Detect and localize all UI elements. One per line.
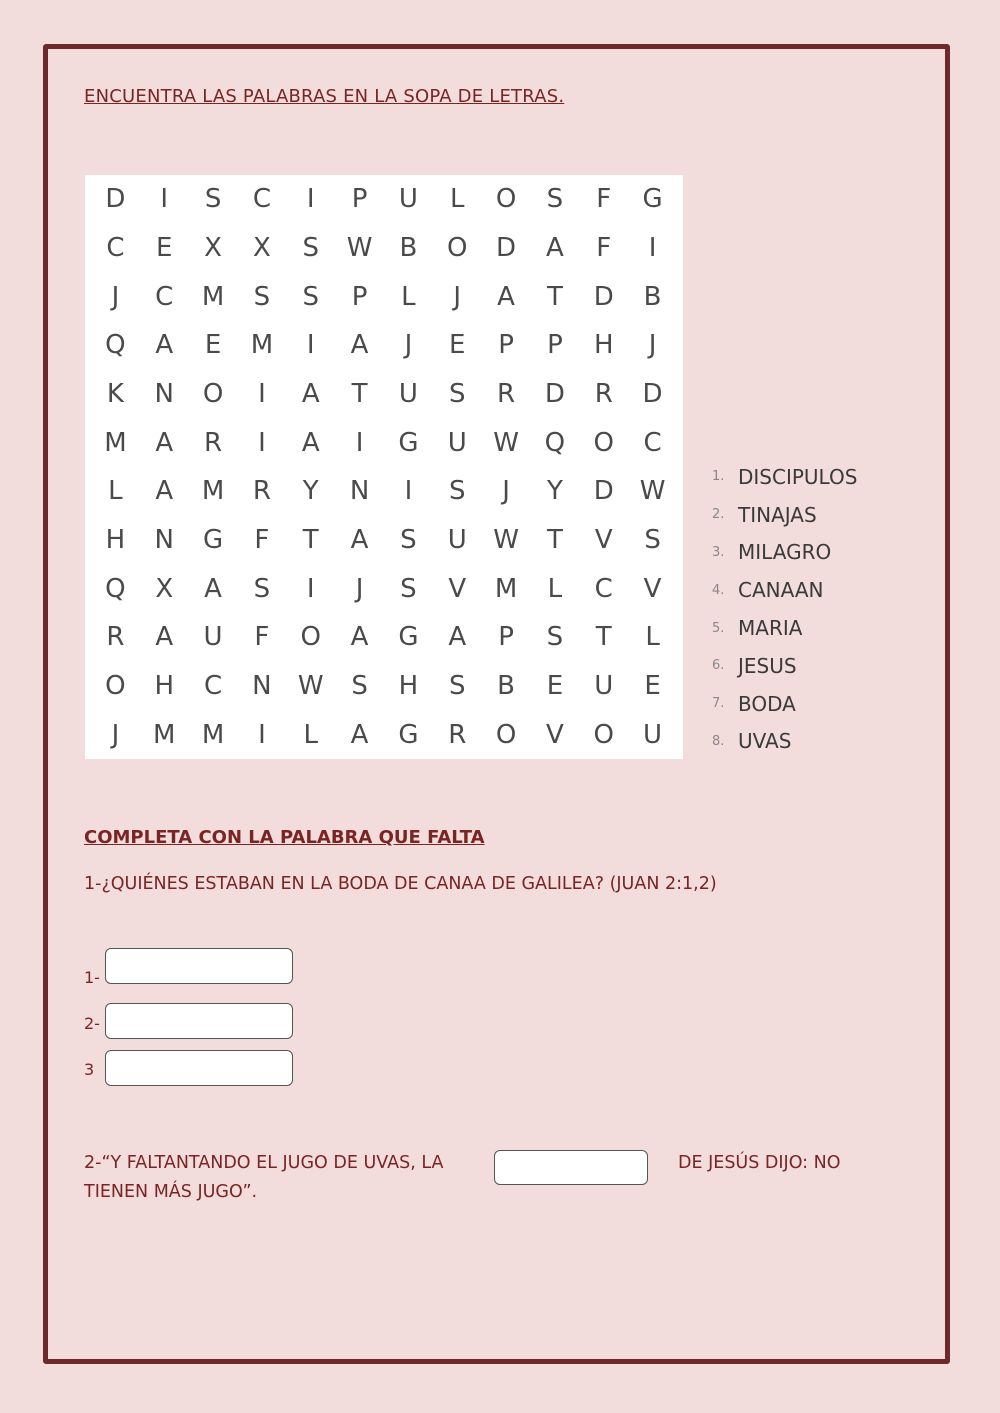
- grid-letter[interactable]: A: [350, 330, 369, 361]
- grid-letter[interactable]: S: [400, 573, 417, 604]
- grid-letter[interactable]: O: [593, 719, 614, 750]
- grid-letter[interactable]: F: [596, 184, 612, 215]
- grid-letter[interactable]: A: [546, 232, 564, 263]
- grid-letter[interactable]: G: [398, 719, 419, 750]
- grid-letter[interactable]: I: [160, 184, 169, 215]
- word-number: 5.: [712, 620, 725, 636]
- word-number: 7.: [712, 696, 725, 712]
- grid-letter[interactable]: I: [355, 427, 364, 458]
- grid-letter[interactable]: P: [351, 281, 368, 312]
- grid-letter[interactable]: X: [204, 232, 222, 263]
- grid-letter[interactable]: U: [398, 184, 418, 215]
- answer-3-label: 3: [84, 1060, 95, 1079]
- answer-2-input[interactable]: [105, 1003, 293, 1039]
- grid-letter[interactable]: B: [399, 232, 418, 263]
- grid-letter[interactable]: O: [495, 184, 517, 215]
- grid-letter[interactable]: S: [253, 281, 271, 312]
- grid-letter[interactable]: L: [401, 281, 416, 312]
- grid-letter[interactable]: I: [306, 330, 315, 361]
- grid-letter[interactable]: Q: [105, 330, 126, 361]
- grid-letter[interactable]: Y: [302, 476, 319, 507]
- grid-letter[interactable]: A: [350, 719, 369, 750]
- grid-letter[interactable]: J: [111, 281, 120, 312]
- grid-letter[interactable]: R: [497, 378, 516, 409]
- grid-letter[interactable]: H: [593, 330, 614, 361]
- grid-letter[interactable]: E: [156, 232, 173, 263]
- grid-letter[interactable]: S: [448, 378, 466, 409]
- grid-letter[interactable]: A: [155, 330, 174, 361]
- grid-letter[interactable]: S: [253, 573, 271, 604]
- grid-letter[interactable]: C: [643, 427, 662, 458]
- word-list-item: [712, 458, 857, 496]
- word-number: 4.: [712, 582, 725, 598]
- grid-letter[interactable]: L: [108, 476, 123, 507]
- word-list-item: [712, 534, 857, 572]
- grid-letter[interactable]: L: [449, 184, 465, 215]
- grid-letter[interactable]: I: [404, 476, 413, 507]
- word-number: 1.: [712, 469, 725, 485]
- word-list-item: [712, 723, 857, 761]
- grid-letter[interactable]: A: [155, 427, 174, 458]
- grid-letter[interactable]: X: [155, 573, 174, 604]
- grid-letter[interactable]: D: [593, 476, 614, 507]
- grid-letter[interactable]: S: [302, 281, 319, 312]
- grid-letter[interactable]: O: [300, 622, 321, 653]
- grid-letter[interactable]: I: [306, 184, 315, 215]
- grid-letter[interactable]: L: [645, 622, 660, 653]
- word-text: BODA: [738, 691, 796, 716]
- question-2-part2: DE JESÚS DIJO: NO: [678, 1153, 841, 1173]
- grid-letter[interactable]: K: [106, 378, 124, 409]
- grid-letter[interactable]: O: [593, 427, 614, 458]
- grid-letter[interactable]: V: [448, 573, 467, 604]
- grid-letter[interactable]: V: [594, 524, 613, 555]
- word-list-item: [712, 609, 857, 647]
- grid-letter[interactable]: N: [349, 476, 370, 507]
- grid-letter[interactable]: Q: [544, 427, 566, 458]
- grid-letter[interactable]: E: [644, 670, 661, 701]
- grid-letter[interactable]: S: [644, 524, 661, 555]
- grid-letter[interactable]: P: [498, 622, 514, 653]
- grid-letter[interactable]: N: [154, 524, 174, 555]
- grid-letter[interactable]: A: [301, 378, 320, 409]
- grid-letter[interactable]: M: [250, 330, 274, 361]
- answer-1-label: 1-: [84, 968, 100, 987]
- grid-letter[interactable]: O: [447, 232, 468, 263]
- grid-letter[interactable]: A: [155, 622, 174, 653]
- grid-letter[interactable]: P: [547, 330, 563, 361]
- word-list: [712, 458, 857, 760]
- answer-1-input[interactable]: [105, 948, 293, 984]
- grid-letter[interactable]: G: [398, 427, 419, 458]
- word-text: MILAGRO: [738, 540, 832, 565]
- word-text: JESUS: [738, 653, 797, 678]
- grid-letter[interactable]: J: [404, 330, 413, 361]
- grid-letter[interactable]: H: [398, 670, 419, 701]
- grid-letter[interactable]: P: [498, 330, 514, 361]
- grid-letter[interactable]: U: [643, 719, 663, 750]
- grid-letter[interactable]: T: [595, 622, 612, 653]
- grid-letter[interactable]: G: [202, 524, 224, 555]
- grid-letter[interactable]: M: [201, 476, 225, 507]
- grid-letter[interactable]: D: [105, 184, 126, 215]
- grid-letter[interactable]: U: [398, 378, 418, 409]
- grid-letter[interactable]: R: [252, 476, 271, 507]
- grid-letter[interactable]: M: [201, 281, 225, 312]
- grid-letter[interactable]: S: [204, 184, 222, 215]
- grid-letter[interactable]: F: [254, 622, 270, 653]
- grid-letter[interactable]: A: [350, 524, 369, 555]
- grid-letter[interactable]: C: [252, 184, 271, 215]
- grid-letter[interactable]: X: [253, 232, 271, 263]
- grid-letter[interactable]: N: [252, 670, 272, 701]
- grid-letter[interactable]: O: [105, 670, 126, 701]
- grid-letter[interactable]: L: [303, 719, 318, 750]
- grid-letter[interactable]: I: [258, 427, 266, 458]
- grid-letter[interactable]: W: [346, 232, 373, 263]
- question-2-input[interactable]: [494, 1150, 648, 1185]
- grid-letter[interactable]: J: [502, 476, 510, 507]
- answer-2-label: 2-: [84, 1014, 100, 1033]
- grid-letter[interactable]: O: [202, 378, 224, 409]
- grid-letter[interactable]: O: [495, 719, 517, 750]
- grid-letter[interactable]: C: [594, 573, 613, 604]
- grid-letter[interactable]: T: [546, 524, 563, 555]
- grid-letter[interactable]: A: [301, 427, 320, 458]
- word-text: TINAJAS: [738, 502, 817, 527]
- word-number: 3.: [712, 544, 725, 560]
- word-number: 2.: [712, 507, 725, 523]
- grid-letter[interactable]: U: [203, 622, 223, 653]
- grid-letter[interactable]: A: [350, 622, 369, 653]
- grid-letter[interactable]: F: [596, 232, 612, 263]
- grid-letter[interactable]: B: [497, 670, 515, 701]
- grid-letter[interactable]: C: [106, 232, 125, 263]
- grid-letter[interactable]: V: [546, 719, 564, 750]
- grid-letter[interactable]: V: [643, 573, 662, 604]
- grid-letter[interactable]: E: [204, 330, 222, 361]
- grid-letter[interactable]: H: [105, 524, 126, 555]
- grid-letter[interactable]: Q: [105, 573, 126, 604]
- grid-letter[interactable]: A: [155, 476, 174, 507]
- answer-3-input[interactable]: [105, 1050, 293, 1086]
- grid-letter[interactable]: S: [351, 670, 368, 701]
- grid-letter[interactable]: C: [203, 670, 223, 701]
- grid-letter[interactable]: Y: [546, 476, 563, 507]
- question-1: 1-¿QUIÉNES ESTABAN EN LA BODA DE CANAA DE GALILEA? (JUAN 2:1,2): [84, 874, 717, 894]
- grid-letter[interactable]: G: [642, 184, 663, 215]
- grid-letter[interactable]: S: [400, 524, 417, 555]
- word-list-item: [712, 647, 857, 685]
- grid-letter[interactable]: N: [154, 378, 174, 409]
- grid-letter[interactable]: I: [258, 378, 266, 409]
- question-2-part1: 2-“Y FALTANTANDO EL JUGO DE UVAS, LA: [84, 1153, 444, 1173]
- grid-letter[interactable]: T: [546, 281, 563, 312]
- grid-letter[interactable]: S: [448, 670, 466, 701]
- fill-in-heading: COMPLETA CON LA PALABRA QUE FALTA: [84, 827, 485, 848]
- grid-letter[interactable]: M: [153, 719, 176, 750]
- grid-letter[interactable]: J: [111, 719, 120, 750]
- grid-letter[interactable]: D: [544, 378, 565, 409]
- grid-letter[interactable]: H: [154, 670, 175, 701]
- grid-letter[interactable]: M: [494, 573, 518, 604]
- grid-letter[interactable]: S: [448, 476, 466, 507]
- grid-letter[interactable]: M: [104, 427, 127, 458]
- grid-letter[interactable]: P: [351, 184, 368, 215]
- grid-letter[interactable]: L: [547, 573, 563, 604]
- word-text: DISCIPULOS: [738, 464, 858, 489]
- grid-letter[interactable]: W: [639, 476, 666, 507]
- word-number: 6.: [712, 658, 725, 674]
- grid-letter[interactable]: R: [448, 719, 467, 750]
- grid-letter[interactable]: B: [643, 281, 662, 312]
- grid-letter[interactable]: I: [258, 719, 266, 750]
- word-number: 8.: [712, 733, 725, 749]
- grid-letter[interactable]: U: [594, 670, 614, 701]
- grid-letter[interactable]: U: [447, 427, 467, 458]
- word-text: CANAAN: [738, 578, 824, 603]
- grid-letter[interactable]: U: [447, 524, 467, 555]
- grid-letter[interactable]: A: [497, 281, 515, 312]
- grid-letter[interactable]: E: [546, 670, 564, 701]
- grid-letter[interactable]: J: [453, 281, 462, 312]
- grid-letter[interactable]: S: [302, 232, 319, 263]
- grid-letter[interactable]: S: [546, 622, 564, 653]
- grid-letter[interactable]: A: [204, 573, 222, 604]
- grid-letter[interactable]: W: [297, 670, 324, 701]
- grid-letter[interactable]: D: [496, 232, 517, 263]
- grid-letter[interactable]: S: [546, 184, 564, 215]
- grid-letter[interactable]: I: [306, 573, 315, 604]
- grid-letter[interactable]: W: [493, 427, 519, 458]
- word-list-item: [712, 571, 857, 609]
- grid-letter[interactable]: F: [254, 524, 270, 555]
- grid-letter[interactable]: G: [398, 622, 419, 653]
- word-list-item: [712, 685, 857, 723]
- grid-letter[interactable]: A: [448, 622, 467, 653]
- grid-letter[interactable]: R: [594, 378, 613, 409]
- grid-letter[interactable]: E: [449, 330, 466, 361]
- wordsearch-grid: [85, 175, 683, 759]
- grid-letter[interactable]: R: [106, 622, 125, 653]
- grid-letter[interactable]: T: [302, 524, 319, 555]
- grid-letter[interactable]: R: [204, 427, 223, 458]
- question-2-part3: TIENEN MÁS JUGO”.: [84, 1182, 258, 1202]
- wordsearch-heading: ENCUENTRA LAS PALABRAS EN LA SOPA DE LETRAS.: [84, 86, 565, 107]
- grid-letter[interactable]: I: [648, 232, 657, 263]
- grid-letter[interactable]: M: [201, 719, 225, 750]
- grid-letter[interactable]: J: [648, 330, 657, 361]
- grid-letter[interactable]: D: [593, 281, 614, 312]
- word-text: MARIA: [738, 616, 803, 641]
- grid-letter[interactable]: J: [355, 573, 364, 604]
- grid-letter[interactable]: W: [493, 524, 519, 555]
- grid-letter[interactable]: T: [351, 378, 368, 409]
- word-text: UVAS: [738, 729, 792, 754]
- grid-letter[interactable]: D: [642, 378, 663, 409]
- grid-letter[interactable]: C: [155, 281, 174, 312]
- word-list-item: [712, 496, 857, 534]
